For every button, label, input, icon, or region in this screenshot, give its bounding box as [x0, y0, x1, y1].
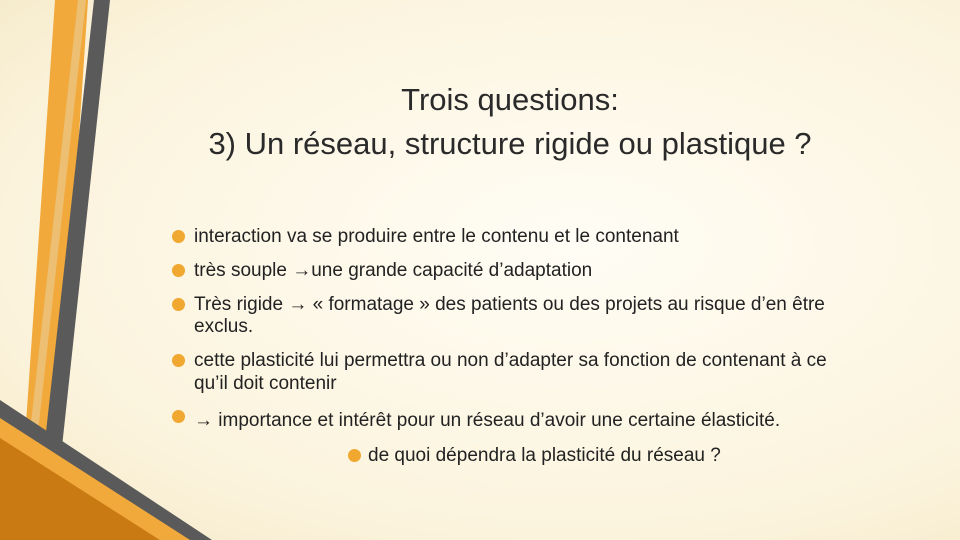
bullet-dot — [172, 230, 185, 243]
bullet-3-continued: exclus. — [194, 316, 254, 337]
title-line-2: 3) Un réseau, structure rigide ou plastique ? — [208, 126, 812, 161]
title-line-1: Trois questions: — [401, 82, 619, 117]
bullet-dot — [172, 354, 185, 367]
bullet-dot — [172, 264, 185, 277]
sub-bullet-dot — [348, 449, 361, 462]
bullet-3: Très rigide → « formatage » des patients ou des projets au risque d’en être — [194, 294, 825, 315]
bullet-4: cette plasticité lui permettra ou non d’adapter sa fonction de contenant à ce — [194, 350, 827, 371]
bullet-dot — [172, 410, 185, 423]
bullet-4-continued: qu’il doit contenir — [194, 373, 337, 394]
bullet-1: interaction va se produire entre le contenu et le contenant — [194, 226, 679, 247]
sub-bullet: de quoi dépendra la plasticité du réseau ? — [368, 445, 721, 466]
bullet-dot — [172, 298, 185, 311]
bullet-5: → importance et intérêt pour un réseau d’avoir une certaine élasticité. — [194, 410, 781, 431]
bullet-2: très souple →une grande capacité d’adaptation — [194, 260, 593, 281]
